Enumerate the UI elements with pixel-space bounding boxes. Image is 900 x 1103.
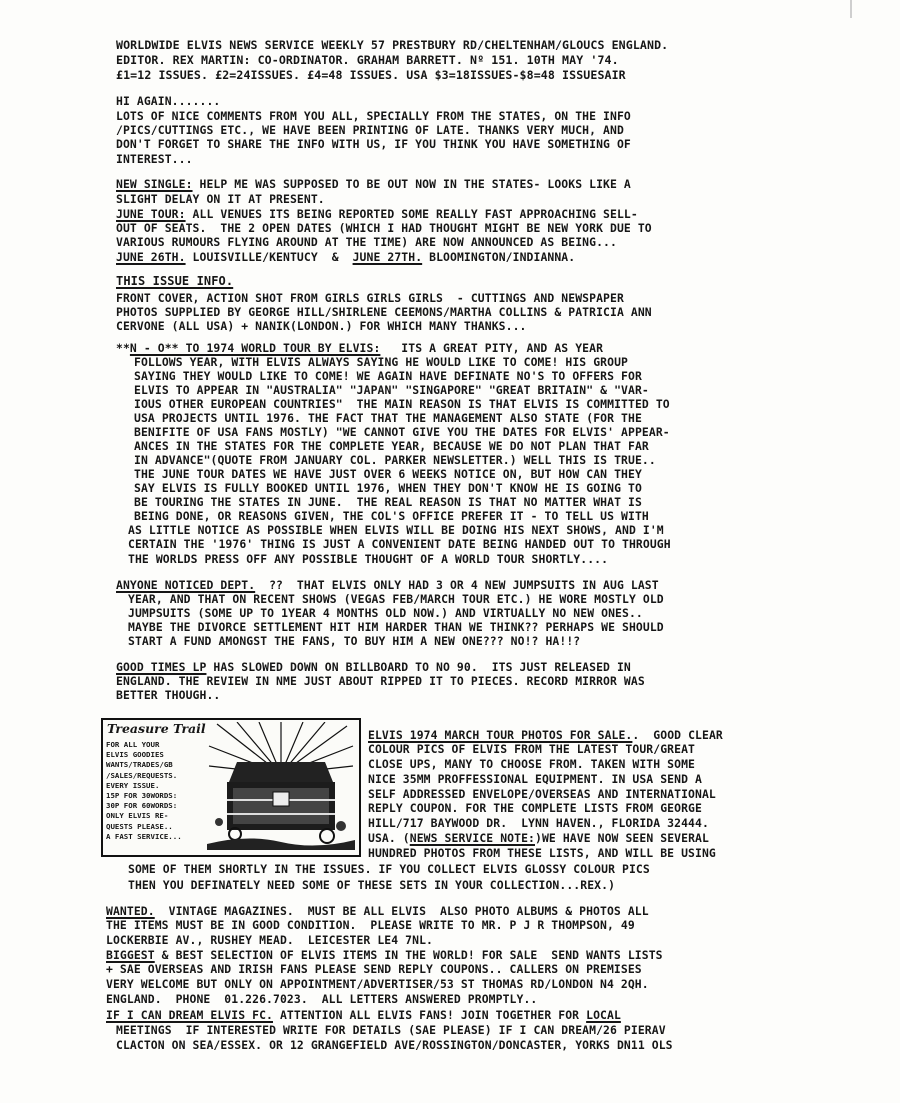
section-heading: NEW SINGLE: [116,177,193,191]
text-span: HAS SLOWED DOWN ON BILLBOARD TO NO 90. ITS JUST RELEASED IN [206,660,631,674]
world-tour-line: BEING DONE, OR REASONS GIVEN, THE COL'S OFFICE PREFER IT - TO TELL US WITH [134,509,649,523]
treasure-chest-illustration [207,722,355,850]
treasure-trail-ad [101,718,361,857]
issue-info-line: FRONT COVER, ACTION SHOT FROM GIRLS GIRLS GIRLS - CUTTINGS AND NEWSPAPER [116,291,624,305]
world-tour-line: ANCES IN THE STATES FOR THE COMPLETE YEAR, BECAUSE WE DO NOT PLAN THAT FAR [134,439,649,453]
section-heading: ELVIS 1974 MARCH TOUR PHOTOS FOR SALE. [368,728,633,742]
greeting: HI AGAIN....... [116,94,221,108]
issue-info-line: CERVONE (ALL USA) + NANIK(LONDON.) FOR WHICH MANY THANKS... [116,319,527,333]
text-span: HELP ME WAS SUPPOSED TO BE OUT NOW IN THE STATES- LOOKS LIKE A [192,177,631,191]
photos-for-sale-paragraph [368,728,723,742]
intro-line: /PICS/CUTTINGS ETC., WE HAVE BEEN PRINTING OF LATE. THANKS VERY MUCH, AND [116,123,624,137]
photos-line: HUNDRED PHOTOS FROM THESE LISTS, AND WILL BE USING [368,846,716,860]
world-tour-line: SAYING THEY WOULD LIKE TO COME! WE AGAIN HAVE DEFINATE NO'S TO OFFERS FOR [134,369,642,383]
june-tour-line: VARIOUS RUMOURS FLYING AROUND AT THE TIME) ARE NOW ANNOUNCED AS BEING... [116,235,617,249]
section-heading: N - O** TO 1974 WORLD TOUR BY ELVIS: [129,341,381,355]
june-tour-paragraph [116,207,638,221]
world-tour-line: IOUS OTHER EUROPEAN COUNTRIES" THE MAIN REASON IS THAT ELVIS IS COMMITTED TO [134,397,670,411]
world-tour-line: THE WORLDS PRESS OFF ANY POSSIBLE THOUGHT OF A WORLD TOUR SHORTLY.... [128,552,609,566]
treasure-trail-title: Treasure Trail [107,721,206,736]
text-span: ?? THAT ELVIS ONLY HAD 3 OR 4 NEW JUMPSUITS IN AUG LAST [255,578,659,592]
biggest-paragraph [106,948,663,962]
tour-date: JUNE 27TH. [352,250,423,264]
text-span: ATTENTION ALL ELVIS FANS! JOIN TOGETHER FOR [273,1008,587,1022]
text-span: ALL VENUES ITS BEING REPORTED SOME REALLY FAST APPROACHING SELL- [185,207,638,221]
biggest-line: + SAE OVERSEAS AND IRISH FANS PLEASE SEND REPLY COUPONS.. CALLERS ON PREMISES [106,962,642,976]
section-heading: BIGGEST [106,948,155,962]
anyone-noticed-paragraph [116,578,659,592]
section-heading: IF I CAN DREAM ELVIS FC. [106,1008,273,1022]
photos-line: THEN YOU DEFINATELY NEED SOME OF THESE SETS IN YOUR COLLECTION...REX.) [128,878,616,892]
anyone-noticed-line: JUMPSUITS (SOME UP TO 1YEAR 4 MONTHS OLD NOW.) AND VIRTUALLY NO NEW ONES.. [128,606,643,620]
text-span: USA. ( [368,831,410,845]
intro-line: LOTS OF NICE COMMENTS FROM YOU ALL, SPECIALLY FROM THE STATES, ON THE INFO [116,109,631,123]
world-tour-line: CERTAIN THE '1976' THING IS JUST A CONVENIENT DATE BEING HANDED OUT TO THROUGH [128,537,671,551]
world-tour-line: BENIFITE OF USA FANS MOSTLY) "WE CANNOT GIVE YOU THE DATES FOR ELVIS' APPEAR- [134,425,670,439]
editor-line: EDITOR. REX MARTIN: CO-ORDINATOR. GRAHAM BARRETT. Nº 151. 10TH MAY '74. [116,53,619,67]
local-word: LOCAL [586,1008,621,1022]
scan-edge-mark [850,0,852,18]
text-span: ITS A GREAT PITY, AND AS YEAR [380,341,604,355]
world-tour-line: AS LITTLE NOTICE AS POSSIBLE WHEN ELVIS WILL BE DOING HIS NEXT SHOWS, AND I'M [128,523,664,537]
issue-info-line: PHOTOS SUPPLIED BY GEORGE HILL/SHIRLENE CEEMONS/MARTHA COLLINS & PATRICIA ANN [116,305,652,319]
wanted-line: THE ITEMS MUST BE IN GOOD CONDITION. PLEASE WRITE TO MR. P J R THOMPSON, 49 [106,918,635,932]
intro-line: DON'T FORGET TO SHARE THE INFO WITH US, IF YOU THINK YOU HAVE SOMETHING OF [116,137,631,151]
anyone-noticed-line: START A FUND AMONGST THE FANS, TO BUY HIM A NEW ONE??? NO!? HA!!? [128,634,581,648]
biggest-line: ENGLAND. PHONE 01.226.7023. ALL LETTERS ANSWERED PROMPTLY.. [106,992,538,1006]
world-tour-line: USA PROJECTS UNTIL 1976. THE FACT THAT THE MANAGEMENT ALSO STATE (FOR THE [134,411,642,425]
section-heading: GOOD TIMES LP [116,660,207,674]
treasure-trail-body: FOR ALL YOUR ELVIS GOODIES WANTS/TRADES/GB /SALES/REQUESTS. EVERY ISSUE. 15P FOR 30WORDS: 30P FOR 60WORDS: ONLY ELVIS RE- QUESTS PLEASE.. A FAST SERVICE... [106,740,182,841]
photos-line: SOME OF THEM SHORTLY IN THE ISSUES. IF YOU COLLECT ELVIS GLOSSY COLOUR PICS [128,862,650,876]
news-service-note-label: NEWS SERVICE NOTE: [409,831,535,845]
masthead-line: WORLDWIDE ELVIS NEWS SERVICE WEEKLY 57 PRESTBURY RD/CHELTENHAM/GLOUCS ENGLAND. [116,38,669,52]
photos-note-line [368,831,709,845]
intro-line: INTEREST... [116,152,193,166]
anyone-noticed-line: YEAR, AND THAT ON RECENT SHOWS (VEGAS FEB/MARCH TOUR ETC.) HE WORE MOSTLY OLD [128,592,664,606]
new-single-paragraph [116,177,631,191]
photos-line: HILL/717 BAYWOOD DR. LYNN HAVEN., FLORIDA 32444. [368,816,709,830]
wanted-line: LOCKERBIE AV., RUSHEY MEAD. LEICESTER LE4 7NL. [106,933,434,947]
world-tour-heading-line [116,341,603,355]
wanted-paragraph [106,904,649,918]
section-heading: ANYONE NOTICED DEPT. [116,578,256,592]
world-tour-line: FOLLOWS YEAR, WITH ELVIS ALWAYS SAYING HE WOULD LIKE TO COME! HIS GROUP [134,355,628,369]
good-times-line: ENGLAND. THE REVIEW IN NME JUST ABOUT RIPPED IT TO PIECES. RECORD MIRROR WAS [116,674,645,688]
asterisks: ** [116,341,130,355]
photos-line: REPLY COUPON. FOR THE COMPLETE LISTS FROM GEORGE [368,801,702,815]
text-span: . GOOD CLEAR [632,728,723,742]
fan-club-paragraph [106,1008,621,1022]
photos-line: SELF ADDRESSED ENVELOPE/OVERSEAS AND INTERNATIONAL [368,787,716,801]
world-tour-line: ELVIS TO APPEAR IN "AUSTRALIA" "JAPAN" "SINGAPORE" "GREAT BRITAIN" & "VAR- [134,383,649,397]
photos-line: COLOUR PICS OF ELVIS FROM THE LATEST TOUR/GREAT [368,742,696,756]
world-tour-line: SAY ELVIS IS FULLY BOOKED UNTIL 1976, WHEN THEY DON'T KNOW HE IS GOING TO [134,481,642,495]
photos-line: NICE 35MM PROFFESSIONAL EQUIPMENT. IN USA SEND A [368,772,702,786]
good-times-line: BETTER THOUGH.. [116,688,221,702]
section-heading: WANTED. [106,904,155,918]
anyone-noticed-line: MAYBE THE DIVORCE SETTLEMENT HIT HIM HARDER THAN WE THINK?? PERHAPS WE SHOULD [128,620,664,634]
section-heading: JUNE TOUR: [116,207,186,221]
june-tour-line: OUT OF SEATS. THE 2 OPEN DATES (WHICH I HAD THOUGHT MIGHT BE NEW YORK DUE TO [116,221,652,235]
text-span: & BEST SELECTION OF ELVIS ITEMS IN THE WORLD! FOR SALE SEND WANTS LISTS [154,948,663,962]
tour-venue: LOUISVILLE/KENTUCY & [185,250,353,264]
photos-line: CLOSE UPS, MANY TO CHOOSE FROM. TAKEN WITH SOME [368,757,696,771]
section-heading: THIS ISSUE INFO. [116,274,234,288]
new-single-line: SLIGHT DELAY ON IT AT PRESENT. [116,192,325,206]
good-times-paragraph [116,660,631,674]
text-span: )WE HAVE NOW SEEN SEVERAL [535,831,709,845]
fan-club-line: MEETINGS IF INTERESTED WRITE FOR DETAILS (SAE PLEASE) IF I CAN DREAM/26 PIERAV [116,1023,666,1037]
subscription-rates-line: £1=12 ISSUES. £2=24ISSUES. £4=48 ISSUES. USA $3=18ISSUES-$8=48 ISSUESAIR [116,68,626,82]
world-tour-line: BE TOURING THE STATES IN JUNE. THE REAL REASON IS THAT NO MATTER WHAT IS [134,495,642,509]
fan-club-line: CLACTON ON SEA/ESSEX. OR 12 GRANGEFIELD AVE/ROSSINGTON/DONCASTER, YORKS DN11 OLS [116,1038,673,1052]
world-tour-line: THE JUNE TOUR DATES WE HAVE JUST OVER 6 WEEKS NOTICE ON, BUT HOW CAN THEY [134,467,642,481]
text-span: VINTAGE MAGAZINES. MUST BE ALL ELVIS ALSO PHOTO ALBUMS & PHOTOS ALL [154,904,649,918]
biggest-line: VERY WELCOME BUT ONLY ON APPOINTMENT/ADVERTISER/53 ST THOMAS RD/LONDON N4 2QH. [106,977,649,991]
tour-date: JUNE 26TH. [116,250,186,264]
world-tour-line: IN ADVANCE"(QUOTE FROM JANUARY COL. PARKER NEWSLETTER.) WELL THIS IS TRUE.. [134,453,656,467]
tour-venue: BLOOMINGTON/INDIANNA. [422,250,576,264]
june-tour-dates [116,250,575,264]
